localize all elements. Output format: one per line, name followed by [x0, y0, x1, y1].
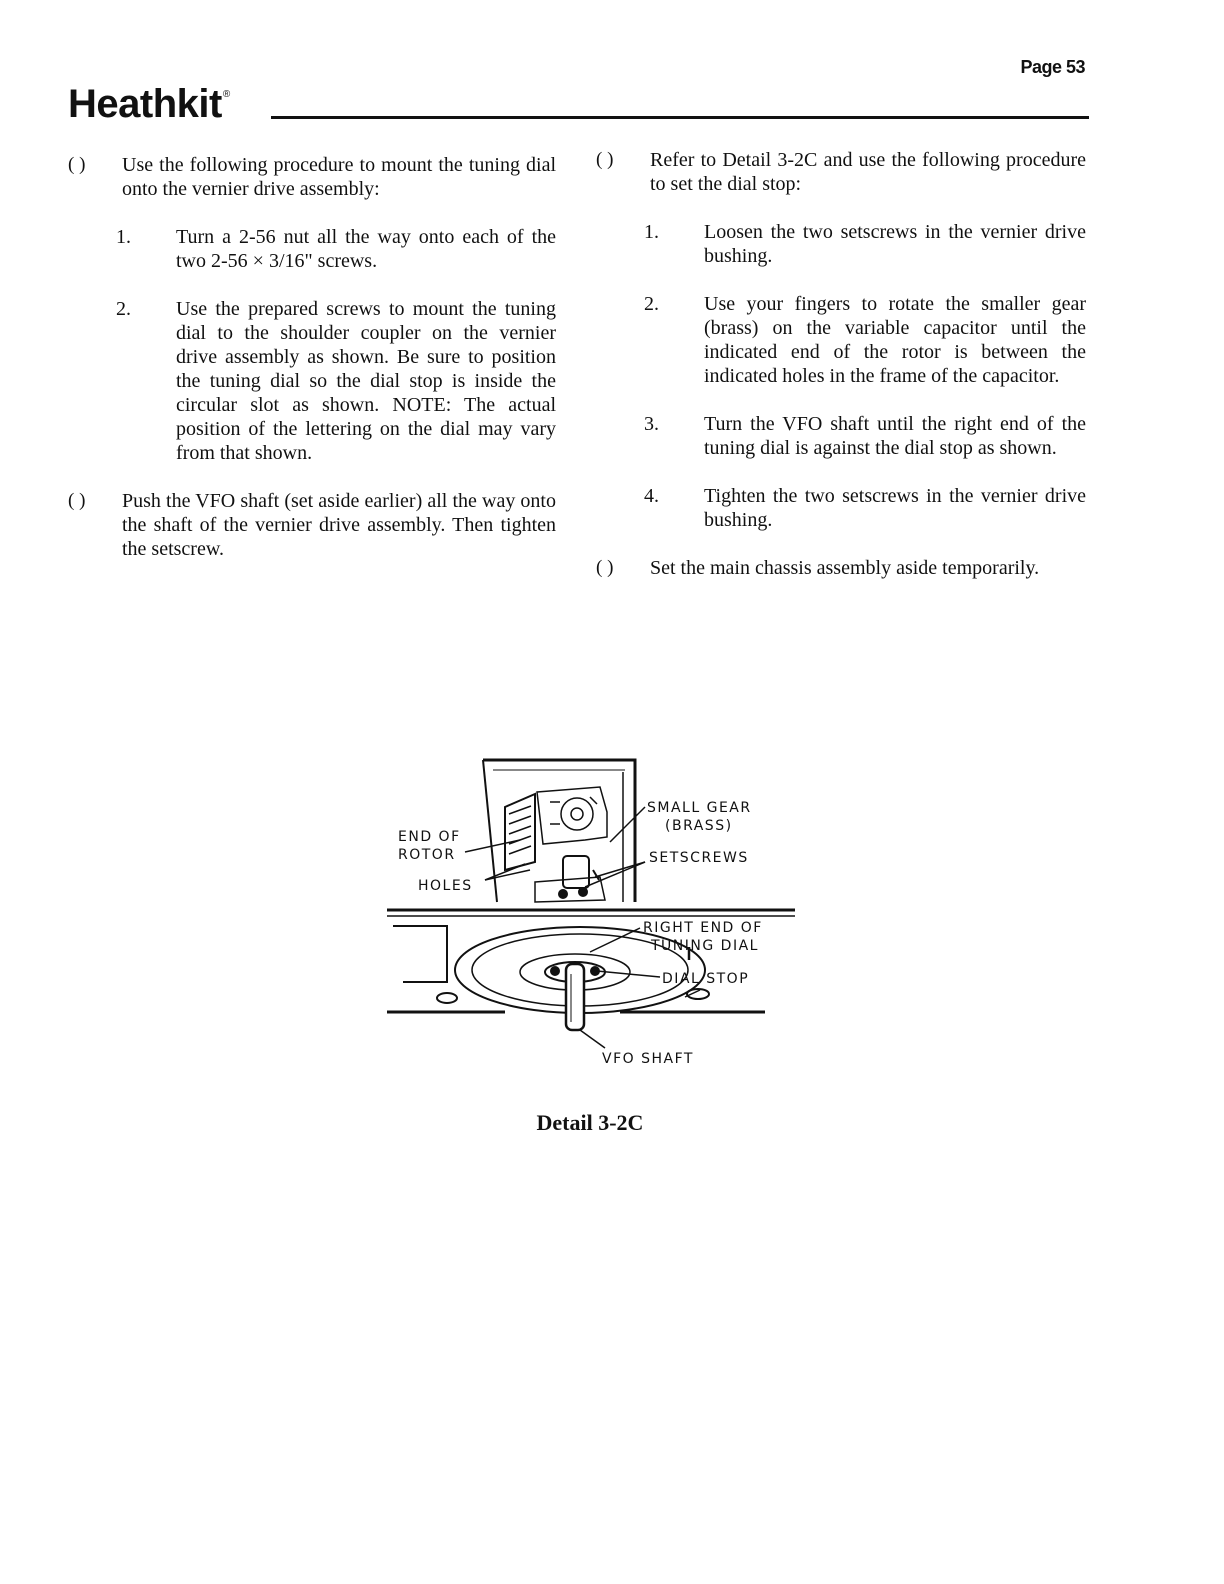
- substep-text: Turn a 2-56 nut all the way onto each of the two 2-56 × 3/16" screws.: [176, 226, 556, 272]
- step-text: Push the VFO shaft (set aside earlier) all the way onto the shaft of the vernier drive assembly. Then tighten the setscrew.: [122, 490, 556, 560]
- substep-number: 1.: [644, 221, 659, 243]
- substep: [596, 292, 1086, 388]
- label-dial-stop: DIAL STOP: [662, 971, 750, 987]
- detail-figure: [385, 752, 805, 1082]
- checkbox[interactable]: ( ): [596, 149, 614, 170]
- step-text: Refer to Detail 3-2C and use the following procedure to set the dial stop:: [650, 149, 1086, 195]
- label-holes: HOLES: [418, 878, 473, 894]
- brand-logo: [68, 84, 230, 124]
- substep-number: 2.: [644, 293, 659, 315]
- substep-number: 4.: [644, 485, 659, 507]
- header-rule: [271, 116, 1089, 119]
- substep-text: Turn the VFO shaft until the right end of the tuning dial is against the dial stop as shown.: [704, 413, 1086, 459]
- substep-number: 2.: [116, 298, 131, 320]
- step-text: Set the main chassis assembly aside temporarily.: [650, 557, 1040, 579]
- page-number: Page 53: [1020, 57, 1085, 77]
- checkbox[interactable]: ( ): [68, 490, 86, 511]
- registered-mark: ®: [222, 89, 230, 100]
- label-tuning-dial: TUNING DIAL: [651, 938, 759, 954]
- checkbox[interactable]: ( ): [68, 154, 86, 175]
- substep-text: Loosen the two setscrews in the vernier drive bushing.: [704, 221, 1086, 267]
- figure-caption: Detail 3-2C: [536, 1110, 644, 1135]
- step-set-chassis-aside: [596, 556, 1086, 580]
- substep-text: Use your fingers to rotate the smaller gear (brass) on the variable capacitor until the indicated end of the rotor is between the indicated holes in the frame of the capacitor.: [704, 293, 1086, 387]
- left-column: [68, 153, 556, 561]
- substep: [68, 297, 556, 465]
- substep-text: Use the prepared screws to mount the tuning dial to the shoulder coupler on the vernier drive assembly as shown. Be sure to position the tuning dial so the dial stop is inside the circular slot as shown. NOTE: The actual position of the lettering on the dial may vary from that shown.: [176, 298, 556, 464]
- label-small-gear-brass: (BRASS): [665, 818, 733, 834]
- step-text: Use the following procedure to mount the tuning dial onto the vernier drive assembly:: [122, 154, 556, 200]
- substep: [68, 225, 556, 273]
- substep-text: Tighten the two setscrews in the vernier drive bushing.: [704, 485, 1086, 531]
- label-setscrews: SETSCREWS: [649, 850, 749, 866]
- substep-number: 3.: [644, 413, 659, 435]
- label-vfo-shaft: VFO SHAFT: [602, 1051, 694, 1067]
- step-mount-tuning-dial: [68, 153, 556, 201]
- substep: [596, 484, 1086, 532]
- right-column: [596, 148, 1086, 580]
- brand-name: Heathkit: [68, 82, 222, 126]
- substep-number: 1.: [116, 226, 131, 248]
- label-end-of: END OF: [398, 829, 461, 845]
- checkbox[interactable]: ( ): [596, 557, 614, 578]
- substep: [596, 220, 1086, 268]
- substep: [596, 412, 1086, 460]
- label-small-gear: SMALL GEAR: [647, 800, 752, 816]
- step-set-dial-stop: [596, 148, 1086, 196]
- label-right-end-of: RIGHT END OF: [643, 920, 763, 936]
- step-push-vfo-shaft: [68, 489, 556, 561]
- label-rotor: ROTOR: [398, 847, 456, 863]
